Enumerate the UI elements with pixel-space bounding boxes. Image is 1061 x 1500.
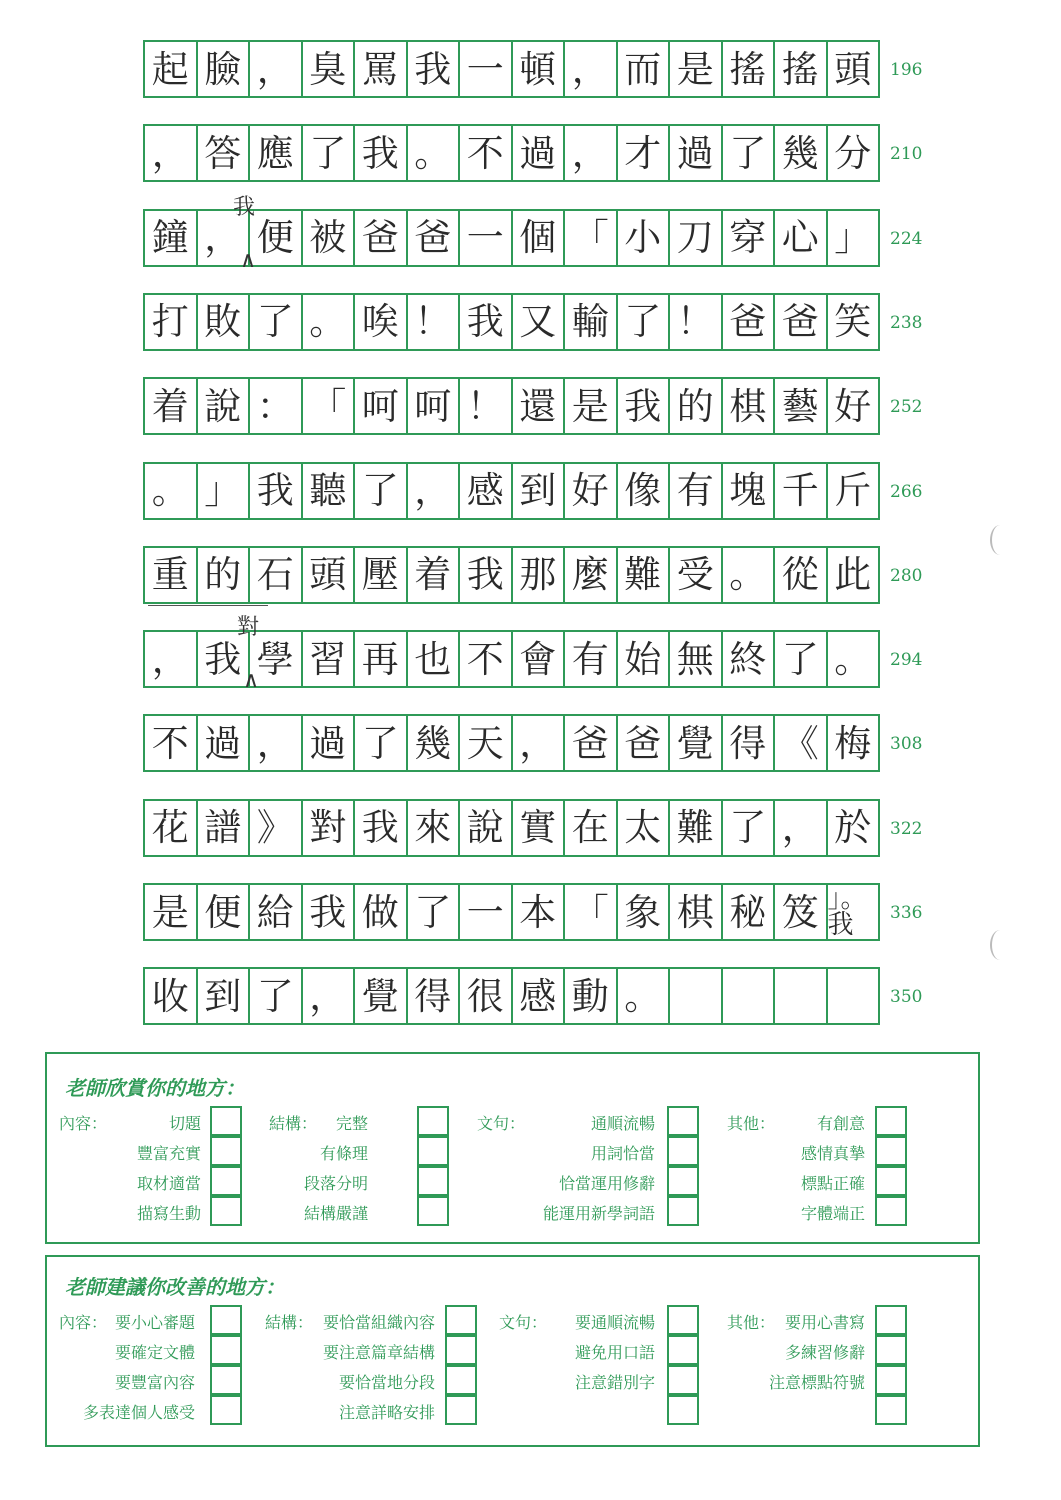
- grid-cell: 太: [618, 801, 671, 855]
- grid-cell: 天: [460, 716, 513, 770]
- grid-cell: [670, 969, 723, 1023]
- grid-cell: 爸: [355, 211, 408, 265]
- grid-cell: 過: [198, 716, 251, 770]
- grid-cell: 的: [198, 548, 251, 602]
- grid-cell: 過: [513, 126, 566, 180]
- grid-cell: 了: [618, 295, 671, 349]
- criteria-checkbox[interactable]: [875, 1365, 907, 1395]
- grid-cell: 唉: [355, 295, 408, 349]
- grid-cell: 秘: [723, 885, 776, 939]
- grid-cell: 實: [513, 801, 566, 855]
- criteria-label: 描寫生動: [136, 1204, 201, 1223]
- grid-cell: 重: [145, 548, 198, 602]
- grid-cell: 頭: [303, 548, 356, 602]
- criteria-label: 要恰當組織內容: [322, 1313, 435, 1332]
- grid-cell: 譜: [198, 801, 251, 855]
- criteria-label: 要豐富內容: [114, 1373, 195, 1392]
- grid-row: [143, 293, 880, 351]
- grid-cell: 一: [460, 42, 513, 96]
- grid-cell: ，: [775, 801, 828, 855]
- punch-hole-mark: [990, 930, 1010, 960]
- grid-row: [143, 883, 880, 941]
- teacher-improvement-panel: [45, 1255, 980, 1447]
- grid-row: [143, 377, 880, 435]
- character-count: 350: [890, 987, 923, 1008]
- grid-cell: 很: [460, 969, 513, 1023]
- grid-cell: 罵: [355, 42, 408, 96]
- grid-cell: ！: [408, 295, 461, 349]
- punch-hole-mark: [990, 525, 1010, 555]
- grid-cell: 小: [618, 211, 671, 265]
- grid-cell: 爸: [723, 295, 776, 349]
- grid-cell: 好: [565, 464, 618, 518]
- grid-cell: 」。我: [827, 884, 867, 940]
- grid-cell: 受: [670, 548, 723, 602]
- grid-cell: 斤: [834, 469, 872, 512]
- character-count: 294: [890, 650, 923, 671]
- criteria-heading: 其他：: [727, 1313, 776, 1332]
- criteria-checkbox[interactable]: [875, 1196, 907, 1226]
- character-count: 308: [890, 734, 923, 755]
- grid-cell: 無: [670, 632, 723, 686]
- grid-cell: 好: [834, 384, 872, 428]
- criteria-checkbox[interactable]: [667, 1365, 699, 1395]
- grid-cell: 分: [834, 131, 872, 175]
- criteria-label: 要恰當地分段: [338, 1373, 435, 1392]
- grid-cell: 呵: [408, 379, 461, 433]
- criteria-checkbox[interactable]: [667, 1136, 699, 1166]
- grid-cell: 」: [834, 216, 872, 260]
- grid-row: [143, 967, 880, 1025]
- grid-cell: 過: [670, 126, 723, 180]
- grid-cell: 始: [618, 632, 671, 686]
- grid-cell: 了: [303, 126, 356, 180]
- grid-cell: 我: [618, 379, 671, 433]
- criteria-label: 取材適當: [136, 1174, 201, 1193]
- grid-cell: 學: [250, 632, 303, 686]
- grid-cell: 一: [460, 885, 513, 939]
- grid-cell: 感: [460, 464, 513, 518]
- criteria-label: 要用心書寫: [784, 1313, 865, 1332]
- grid-cell: 幾: [775, 126, 828, 180]
- criteria-label: 注意標點符號: [768, 1373, 865, 1392]
- character-count: 322: [890, 818, 923, 839]
- criteria-checkbox[interactable]: [667, 1335, 699, 1365]
- grid-cell: 着: [145, 379, 198, 433]
- criteria-label: 要注意篇章結構: [322, 1343, 435, 1362]
- criteria-checkbox[interactable]: [445, 1365, 477, 1395]
- grid-cell: 石: [250, 548, 303, 602]
- grid-cell: 。: [303, 295, 356, 349]
- grid-cell: 爸: [408, 211, 461, 265]
- grid-cell: 還: [513, 379, 566, 433]
- criteria-checkbox[interactable]: [667, 1305, 699, 1335]
- character-count: 210: [890, 144, 923, 165]
- grid-cell: 》: [250, 801, 303, 855]
- grid-cell: 是: [145, 885, 198, 939]
- grid-row: [143, 799, 880, 857]
- grid-cell: 又: [513, 295, 566, 349]
- grid-cell: 我: [198, 632, 251, 686]
- grid-cell: 終: [723, 632, 776, 686]
- criteria-checkbox[interactable]: [210, 1365, 242, 1395]
- grid-row: [143, 546, 880, 604]
- criteria-heading: 結構：: [269, 1114, 318, 1133]
- grid-cell: 收: [145, 969, 198, 1023]
- grid-cell: 到: [198, 969, 251, 1023]
- grid-cell: 覺: [355, 969, 408, 1023]
- grid-cell: 壓: [355, 548, 408, 602]
- grid-cell: 我: [460, 548, 513, 602]
- grid-cell: ，: [565, 42, 618, 96]
- grid-cell: 便: [250, 211, 303, 265]
- grid-cell: 着: [408, 548, 461, 602]
- criteria-label: 段落分明: [303, 1174, 368, 1193]
- grid-cell: 」: [198, 464, 251, 518]
- grid-cell: 了: [723, 801, 776, 855]
- grid-cell: 頓: [513, 42, 566, 96]
- criteria-checkbox[interactable]: [445, 1335, 477, 1365]
- grid-cell: 花: [145, 801, 198, 855]
- grid-cell: 再: [355, 632, 408, 686]
- criteria-heading: 內容：: [59, 1313, 108, 1332]
- criteria-checkbox[interactable]: [210, 1196, 242, 1226]
- grid-cell: 是: [565, 379, 618, 433]
- criteria-checkbox[interactable]: [417, 1136, 449, 1166]
- grid-cell: ！: [460, 379, 513, 433]
- grid-cell: 的: [670, 379, 723, 433]
- grid-cell: 難: [618, 548, 671, 602]
- grid-cell: ，: [198, 211, 251, 265]
- grid-cell: 過: [303, 716, 356, 770]
- grid-cell: 麼: [565, 548, 618, 602]
- grid-cell: 才: [618, 126, 671, 180]
- grid-cell: 。: [723, 548, 776, 602]
- grid-cell: 給: [250, 885, 303, 939]
- criteria-label: 切題: [168, 1114, 201, 1133]
- criteria-label: 要通順流暢: [574, 1313, 655, 1332]
- grid-cell: 來: [408, 801, 461, 855]
- criteria-label: 避免用口語: [574, 1343, 655, 1362]
- grid-cell: 搖: [775, 42, 828, 96]
- criteria-heading: 其他：: [727, 1114, 776, 1133]
- grid-cell: 「: [565, 885, 618, 939]
- grid-cell: 頭: [834, 47, 872, 91]
- grid-cell: 幾: [408, 716, 461, 770]
- grid-cell: 「: [303, 379, 356, 433]
- grid-cell: [775, 969, 828, 1023]
- character-count: 196: [890, 60, 923, 80]
- grid-cell: 《: [775, 716, 828, 770]
- criteria-heading: 結構：: [265, 1313, 314, 1332]
- grid-cell: 動: [565, 969, 618, 1023]
- criteria-checkbox[interactable]: [210, 1166, 242, 1196]
- grid-cell: ！: [670, 295, 723, 349]
- grid-cell: 了: [250, 969, 303, 1023]
- teacher-appreciation-panel: [45, 1052, 980, 1244]
- grid-cell: [723, 969, 776, 1023]
- grid-cell: 也: [408, 632, 461, 686]
- grid-cell: 笈: [775, 885, 828, 939]
- grid-cell: 我: [303, 885, 356, 939]
- character-count: 280: [890, 565, 923, 586]
- grid-cell: 棋: [723, 379, 776, 433]
- criteria-label: 注意錯別字: [574, 1373, 655, 1392]
- grid-cell: 從: [775, 548, 828, 602]
- correction-line: [148, 605, 268, 606]
- criteria-label: 字體端正: [800, 1204, 865, 1223]
- grid-cell: 有: [565, 632, 618, 686]
- grid-cell: 。: [145, 464, 198, 518]
- criteria-checkbox[interactable]: [210, 1305, 242, 1335]
- grid-cell: 梅: [834, 721, 872, 765]
- insertion-mark-row3: 我: [233, 195, 256, 220]
- criteria-checkbox[interactable]: [210, 1106, 242, 1136]
- criteria-checkbox[interactable]: [875, 1305, 907, 1335]
- criteria-checkbox[interactable]: [875, 1106, 907, 1136]
- grid-cell: 個: [513, 211, 566, 265]
- grid-cell: 習: [303, 632, 356, 686]
- grid-cell: 爸: [618, 716, 671, 770]
- grid-cell: 刀: [670, 211, 723, 265]
- appreciation-title: 老師欣賞你的地方：: [65, 1076, 245, 1100]
- grid-cell: 臭: [303, 42, 356, 96]
- grid-cell: 穿: [723, 211, 776, 265]
- grid-cell: 藝: [775, 379, 828, 433]
- grid-cell: 在: [565, 801, 618, 855]
- grid-cell: 鐘: [145, 211, 198, 265]
- grid-cell: 到: [513, 464, 566, 518]
- grid-cell: 那: [513, 548, 566, 602]
- grid-cell: 有: [670, 464, 723, 518]
- criteria-label: 感情真摯: [800, 1144, 865, 1163]
- criteria-label: 能運用新學詞語: [542, 1204, 655, 1223]
- grid-cell: 對: [303, 801, 356, 855]
- grid-cell: ，: [250, 716, 303, 770]
- character-count: 238: [890, 312, 923, 333]
- grid-cell: 說: [460, 801, 513, 855]
- grid-cell: 起: [145, 42, 198, 96]
- grid-cell: 便: [198, 885, 251, 939]
- criteria-label: 結構嚴謹: [303, 1204, 368, 1223]
- grid-cell: 而: [618, 42, 671, 96]
- criteria-checkbox[interactable]: [210, 1335, 242, 1365]
- grid-cell: 是: [670, 42, 723, 96]
- grid-cell: ，: [513, 716, 566, 770]
- grid-cell: 敗: [198, 295, 251, 349]
- grid-cell: 答: [198, 126, 251, 180]
- grid-row: [143, 40, 880, 98]
- criteria-label: 用詞恰當: [590, 1144, 655, 1163]
- grid-cell: 於: [834, 806, 872, 850]
- grid-cell: 本: [513, 885, 566, 939]
- grid-cell: 。: [408, 126, 461, 180]
- criteria-label: 有條理: [319, 1144, 368, 1163]
- criteria-checkbox[interactable]: [667, 1196, 699, 1226]
- grid-cell: ，: [145, 632, 198, 686]
- criteria-checkbox[interactable]: [875, 1136, 907, 1166]
- grid-cell: 心: [775, 211, 828, 265]
- grid-cell: 說: [198, 379, 251, 433]
- grid-cell: 聽: [303, 464, 356, 518]
- grid-row: [143, 462, 880, 520]
- grid-cell: 打: [145, 295, 198, 349]
- grid-cell: 得: [408, 969, 461, 1023]
- grid-cell: 不: [145, 716, 198, 770]
- grid-cell: 做: [355, 885, 408, 939]
- grid-row: [143, 714, 880, 772]
- grid-cell: 一: [460, 211, 513, 265]
- grid-cell: 會: [513, 632, 566, 686]
- grid-cell: 呵: [355, 379, 408, 433]
- criteria-checkbox[interactable]: [667, 1166, 699, 1196]
- grid-cell: [828, 969, 879, 1023]
- grid-cell: 臉: [198, 42, 251, 96]
- grid-cell: 搖: [723, 42, 776, 96]
- grid-cell: 了: [355, 464, 408, 518]
- insertion-mark-row8: 對: [237, 615, 260, 640]
- grid-cell: 爸: [775, 295, 828, 349]
- insertion-caret-row8: ∧: [243, 668, 260, 693]
- grid-cell: 塊: [723, 464, 776, 518]
- grid-cell: ，: [303, 969, 356, 1023]
- grid-cell: 「: [565, 211, 618, 265]
- criteria-label: 恰當運用修辭: [558, 1174, 655, 1193]
- criteria-label: 多練習修辭: [784, 1343, 865, 1362]
- grid-cell: 了: [250, 295, 303, 349]
- criteria-label: 完整: [335, 1114, 368, 1133]
- grid-cell: 難: [670, 801, 723, 855]
- improvement-title: 老師建議你改善的地方：: [65, 1275, 285, 1299]
- grid-cell: 我: [355, 801, 408, 855]
- grid-cell: ，: [408, 464, 461, 518]
- grid-cell: 像: [618, 464, 671, 518]
- grid-cell: 不: [460, 126, 513, 180]
- grid-cell: 我: [460, 295, 513, 349]
- criteria-heading: 文句：: [477, 1114, 526, 1133]
- criteria-checkbox[interactable]: [875, 1395, 907, 1425]
- criteria-label: 多表達個人感受: [82, 1403, 195, 1422]
- grid-cell: 了: [723, 126, 776, 180]
- grid-cell: 爸: [565, 716, 618, 770]
- grid-cell: 得: [723, 716, 776, 770]
- grid-cell: 感: [513, 969, 566, 1023]
- grid-cell: 千: [775, 464, 828, 518]
- grid-cell: 我: [408, 42, 461, 96]
- grid-cell: 我: [355, 126, 408, 180]
- criteria-checkbox[interactable]: [667, 1395, 699, 1425]
- grid-cell: 被: [303, 211, 356, 265]
- character-count: 252: [890, 397, 923, 418]
- grid-cell: 輸: [565, 295, 618, 349]
- criteria-label: 豐富充實: [136, 1144, 201, 1163]
- grid-cell: 我: [250, 464, 303, 518]
- grid-cell: 象: [618, 885, 671, 939]
- criteria-checkbox[interactable]: [417, 1106, 449, 1136]
- grid-cell: 不: [460, 632, 513, 686]
- grid-cell: 了: [355, 716, 408, 770]
- criteria-label: 標點正確: [800, 1174, 865, 1193]
- grid-cell: 棋: [670, 885, 723, 939]
- grid-cell: 應: [250, 126, 303, 180]
- grid-cell: 。: [834, 637, 872, 681]
- criteria-label: 注意詳略安排: [338, 1403, 435, 1422]
- grid-cell: 了: [775, 632, 828, 686]
- criteria-checkbox[interactable]: [417, 1166, 449, 1196]
- character-count: 224: [890, 228, 923, 249]
- grid-cell: ：: [250, 379, 303, 433]
- grid-cell: 覺: [670, 716, 723, 770]
- criteria-heading: 內容：: [59, 1114, 108, 1133]
- criteria-checkbox[interactable]: [875, 1335, 907, 1365]
- criteria-checkbox[interactable]: [210, 1395, 242, 1425]
- criteria-label: 要小心審題: [114, 1313, 195, 1332]
- criteria-heading: 文句：: [499, 1313, 548, 1332]
- criteria-checkbox[interactable]: [667, 1106, 699, 1136]
- character-count: 266: [890, 481, 923, 502]
- criteria-checkbox[interactable]: [445, 1305, 477, 1335]
- grid-cell: 。: [618, 969, 671, 1023]
- grid-row: [143, 124, 880, 182]
- criteria-checkbox[interactable]: [445, 1395, 477, 1425]
- character-count: 336: [890, 903, 923, 923]
- criteria-checkbox[interactable]: [875, 1166, 907, 1196]
- grid-cell: 此: [834, 553, 872, 597]
- grid-cell: ，: [145, 126, 198, 180]
- criteria-label: 通順流暢: [590, 1114, 655, 1133]
- grid-cell: ，: [565, 126, 618, 180]
- criteria-label: 要確定文體: [114, 1343, 195, 1362]
- criteria-checkbox[interactable]: [417, 1196, 449, 1226]
- criteria-checkbox[interactable]: [210, 1136, 242, 1166]
- grid-cell: 笑: [834, 300, 872, 344]
- grid-cell: ，: [250, 42, 303, 96]
- insertion-caret-row3: ∧: [240, 248, 257, 273]
- criteria-label: 有創意: [816, 1114, 865, 1133]
- grid-cell: 了: [408, 885, 461, 939]
